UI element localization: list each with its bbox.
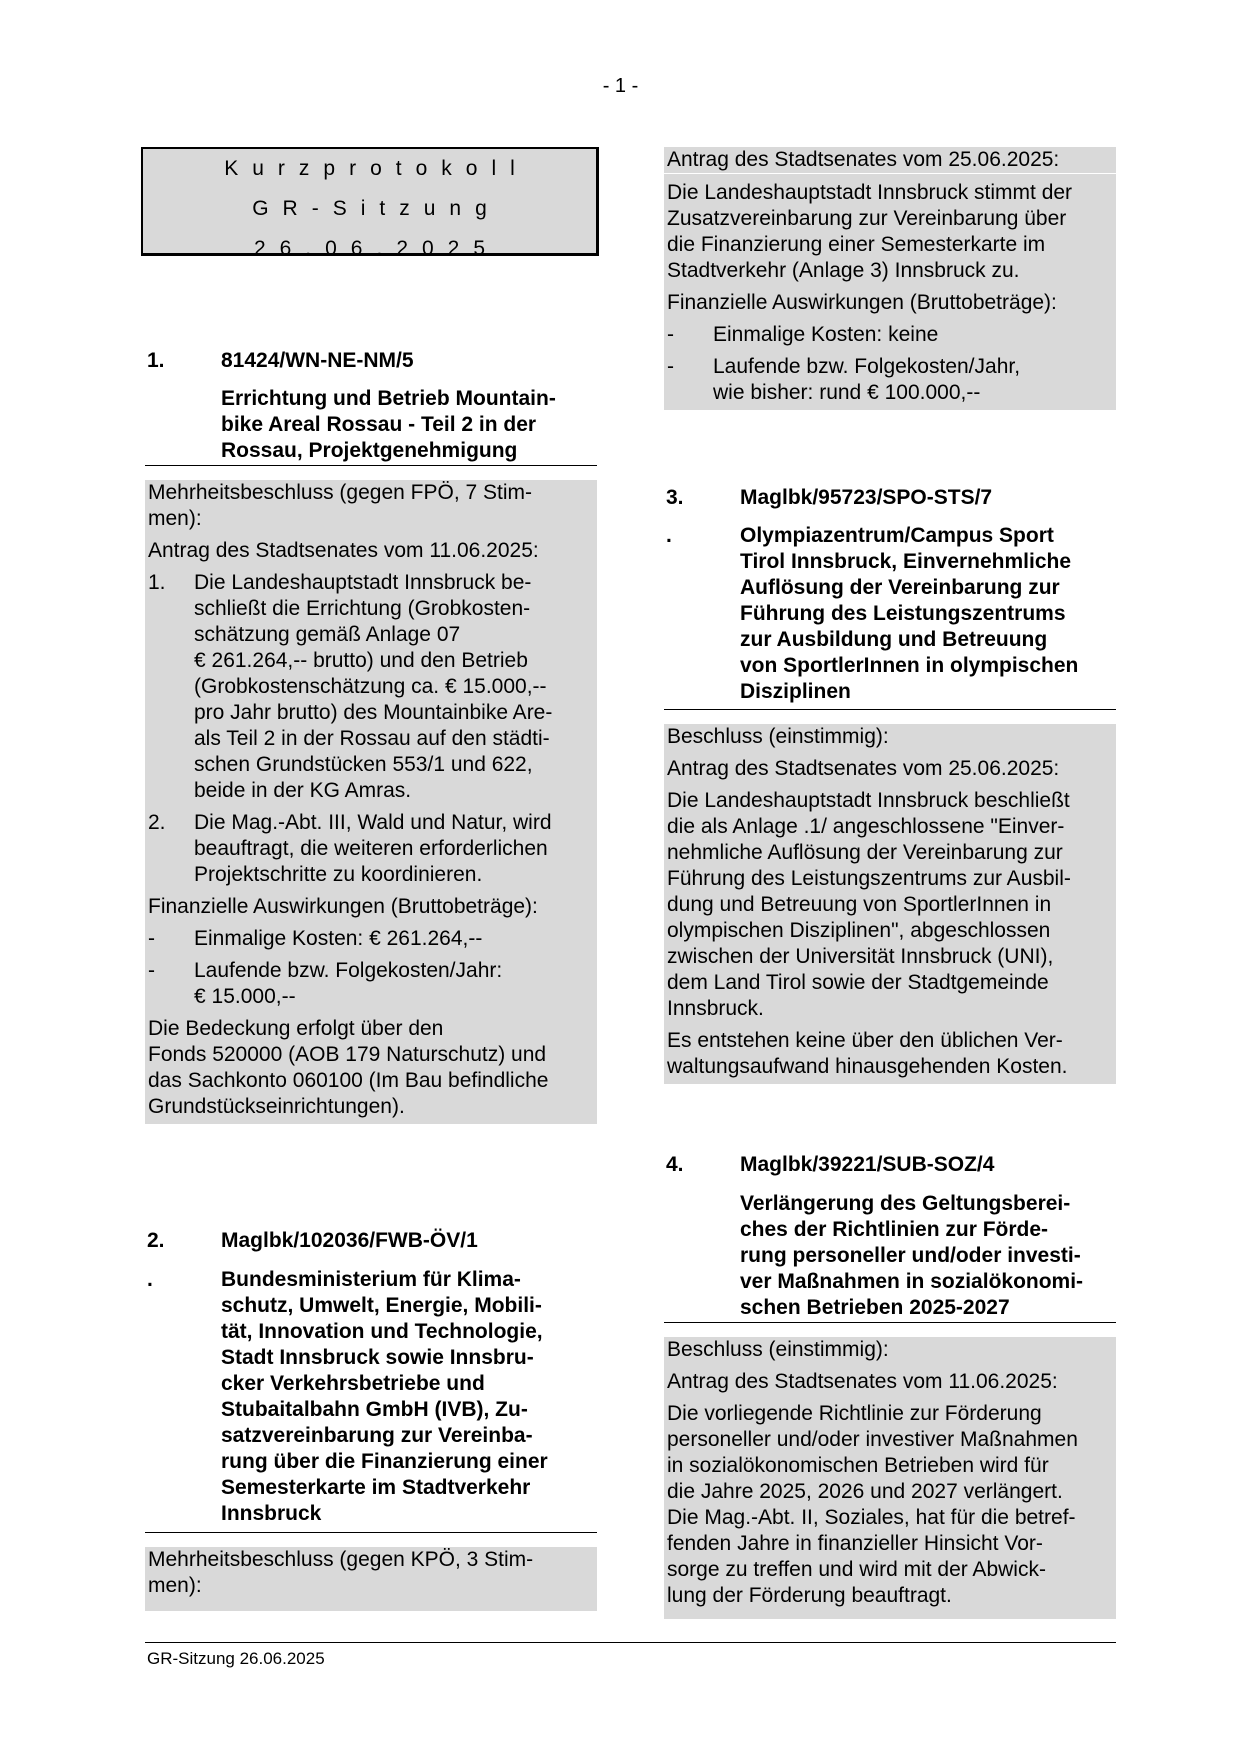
item-2-dot: . xyxy=(147,1268,153,1291)
title-line-session: GR-Sitzung xyxy=(252,197,501,220)
item-3-number: 3. xyxy=(666,486,684,509)
item-3-resolution xyxy=(664,782,1116,1022)
item-2-title-line: Bundesministerium für Klima- xyxy=(221,1268,521,1291)
text-line: schen Grundstücken 553/1 und 622, xyxy=(194,753,533,776)
text-line: wie bisher: rund € 100.000,-- xyxy=(713,381,981,404)
text-line: schätzung gemäß Anlage 07 xyxy=(194,623,461,646)
item-4-title xyxy=(740,1191,1118,1321)
text-line: Die Landeshauptstadt Innsbruck beschließt xyxy=(667,789,1070,812)
text-line: die Jahre 2025, 2026 und 2027 verlängert. xyxy=(667,1480,1063,1503)
item-4-resolution xyxy=(664,1395,1116,1619)
item-3-costs xyxy=(664,1022,1116,1084)
item-3-title-line: Tirol Innsbruck, Einvernehmliche xyxy=(740,550,1072,573)
text-line: Stadtverkehr (Anlage 3) Innsbruck zu. xyxy=(667,259,1020,282)
text-line: die Finanzierung einer Semesterkarte im xyxy=(667,233,1046,256)
text-line: Grundstückseinrichtungen). xyxy=(148,1095,405,1118)
text-line: das Sachkonto 060100 (Im Bau befindliche xyxy=(148,1069,549,1092)
item-3-dot: . xyxy=(666,524,672,547)
text-line: Die Landeshauptstadt Innsbruck be- xyxy=(194,571,532,594)
text-line: sorge zu treffen und wird mit der Abwick- xyxy=(667,1558,1046,1581)
text-line: Die vorliegende Richtlinie zur Förderung xyxy=(667,1402,1042,1425)
text-line: beide in der KG Amras. xyxy=(194,779,412,802)
item-4-decision: Beschluss (einstimmig): xyxy=(667,1338,889,1361)
item-4-title-line: ver Maßnahmen in sozialökonomi- xyxy=(740,1270,1084,1293)
item-3-title-line: zur Ausbildung und Betreuung xyxy=(740,628,1048,651)
text-line: die als Anlage .1/ angeschlossene "Einver- xyxy=(667,815,1065,838)
item-2-decision: Mehrheitsbeschluss (gegen KPÖ, 3 Stim- men): xyxy=(148,1548,534,1597)
item-1-finance-once xyxy=(145,920,597,952)
text-line: pro Jahr brutto) des Mountainbike Are- xyxy=(194,701,553,724)
item-1-point-2 xyxy=(145,804,597,888)
title-line-protocol: Kurzprotokoll xyxy=(224,157,529,180)
item-3-body xyxy=(664,724,1116,1084)
item-2-title-line: satzvereinbarung zur Vereinba- xyxy=(221,1424,533,1447)
list-marker: - xyxy=(667,323,674,346)
item-2-title-line: cker Verkehrsbetriebe und xyxy=(221,1372,485,1395)
item-1-finance-running xyxy=(145,952,597,1010)
item-3-title-line: Olympiazentrum/Campus Sport xyxy=(740,524,1054,547)
list-marker: 2. xyxy=(148,811,166,834)
item-3-title-line: Auflösung der Vereinbarung zur xyxy=(740,576,1060,599)
item-1-title-line: bike Areal Rossau - Teil 2 in der xyxy=(221,413,537,436)
text-line: dung und Betreuung von SportlerInnen in xyxy=(667,893,1052,916)
text-line: Die Bedeckung erfolgt über den xyxy=(148,1017,444,1040)
item-4-number: 4. xyxy=(666,1153,684,1176)
item-2-title xyxy=(147,1267,599,1527)
item-2-title-line: Stadt Innsbruck sowie Innsbru- xyxy=(221,1346,534,1369)
text-line: Einmalige Kosten: € 261.264,-- xyxy=(194,927,483,950)
text-line: Die Mag.-Abt. II, Soziales, hat für die betref- xyxy=(667,1506,1076,1529)
text-line: Die Landeshauptstadt Innsbruck stimmt der xyxy=(667,181,1073,204)
item-3-title-line: Führung des Leistungszentrums xyxy=(740,602,1066,625)
item-4-title-line: rung personeller und/oder investi- xyxy=(740,1244,1081,1267)
item-4-title-line: Verlängerung des Geltungsberei- xyxy=(740,1192,1071,1215)
list-marker: - xyxy=(148,927,155,950)
item-1-rule xyxy=(145,465,597,466)
item-4-code: Maglbk/39221/SUB-SOZ/4 xyxy=(740,1153,995,1176)
text-line: olympischen Disziplinen", abgeschlossen xyxy=(667,919,1051,942)
text-line: Projektschritte zu koordinieren. xyxy=(194,863,483,886)
item-2-title-line: rung über die Finanzierung einer xyxy=(221,1450,548,1473)
text-line: (Grobkostenschätzung ca. € 15.000,-- xyxy=(194,675,547,698)
text-line: Innsbruck. xyxy=(667,997,764,1020)
item-3-code: Maglbk/95723/SPO-STS/7 xyxy=(740,486,993,509)
title-box xyxy=(141,147,599,260)
item-2-title-line: Semesterkarte im Stadtverkehr xyxy=(221,1476,531,1499)
text-line: € 261.264,-- brutto) und den Betrieb xyxy=(194,649,528,672)
item-3-title xyxy=(666,523,1118,705)
item-2-title-line: Stubaitalbahn GmbH (IVB), Zu- xyxy=(221,1398,528,1421)
item-4-title-line: schen Betrieben 2025-2027 xyxy=(740,1296,1010,1319)
text-line: in sozialökonomischen Betrieben wird für xyxy=(667,1454,1049,1477)
item-3-decision: Beschluss (einstimmig): xyxy=(667,725,889,748)
item-1-point-1 xyxy=(145,564,597,804)
list-marker: - xyxy=(667,355,674,378)
item-2-body xyxy=(664,147,1116,410)
item-2-title-line: tät, Innovation und Technologie, xyxy=(221,1320,543,1343)
text-line: Laufende bzw. Folgekosten/Jahr: xyxy=(194,959,503,982)
text-line: Fonds 520000 (AOB 179 Naturschutz) und xyxy=(148,1043,547,1066)
item-3-title-line: Disziplinen xyxy=(740,680,851,703)
item-4-body xyxy=(664,1337,1116,1619)
item-3-motion: Antrag des Stadtsenates vom 25.06.2025: xyxy=(667,757,1060,780)
text-line: schließt die Errichtung (Grobkosten- xyxy=(194,597,531,620)
item-1-motion: Antrag des Stadtsenates vom 11.06.2025: xyxy=(148,539,539,562)
item-3-title-line: von SportlerInnen in olympischen xyxy=(740,654,1079,677)
text-line: dem Land Tirol sowie der Stadtgemeinde xyxy=(667,971,1049,994)
page-number: - 1 - xyxy=(602,75,639,97)
item-2-resolution xyxy=(664,174,1116,284)
item-2-number: 2. xyxy=(147,1229,165,1252)
list-marker: 1. xyxy=(148,571,166,594)
item-2-finance-title: Finanzielle Auswirkungen (Bruttobeträge): xyxy=(667,291,1057,314)
item-1-title xyxy=(221,386,599,464)
item-1-code: 81424/WN-NE-NM/5 xyxy=(221,349,414,372)
item-4-rule xyxy=(664,1322,1116,1323)
text-line: fenden Jahre in finanzieller Hinsicht Vor- xyxy=(667,1532,1043,1555)
text-line: zwischen der Universität Innsbruck (UNI), xyxy=(667,945,1054,968)
text-line: Es entstehen keine über den üblichen Ver- xyxy=(667,1029,1063,1052)
item-2-finance-once xyxy=(664,316,1116,348)
item-2-title-line: schutz, Umwelt, Energie, Mobili- xyxy=(221,1294,542,1317)
item-1-decision: Mehrheitsbeschluss (gegen FPÖ, 7 Stim- men): xyxy=(148,481,532,530)
item-2-decision-block xyxy=(145,1547,597,1611)
list-marker: - xyxy=(148,959,155,982)
item-2-title-line: Innsbruck xyxy=(221,1502,322,1525)
text-line: Zusatzvereinbarung zur Vereinbarung über xyxy=(667,207,1067,230)
text-line: Laufende bzw. Folgekosten/Jahr, xyxy=(713,355,1021,378)
item-1-number: 1. xyxy=(147,349,165,372)
text-line: nehmliche Auflösung der Vereinbarung zur xyxy=(667,841,1063,864)
item-1-body xyxy=(145,480,597,1124)
title-line-date: 26.06.2025 xyxy=(253,237,500,260)
item-1-coverage xyxy=(145,1010,597,1124)
footer-rule xyxy=(145,1642,1116,1643)
text-line: Führung des Leistungszentrums zur Ausbil- xyxy=(667,867,1071,890)
footer-text: GR-Sitzung 26.06.2025 xyxy=(147,1649,325,1668)
item-2-motion: Antrag des Stadtsenates vom 25.06.2025: xyxy=(667,148,1060,171)
item-4-title-line: ches der Richtlinien zur Förde- xyxy=(740,1218,1049,1241)
item-3-rule xyxy=(664,709,1116,710)
text-line: waltungsaufwand hinausgehenden Kosten. xyxy=(667,1055,1068,1078)
item-1-title-line: Errichtung und Betrieb Mountain- xyxy=(221,387,556,410)
item-1-title-line: Rossau, Projektgenehmigung xyxy=(221,439,518,462)
item-2-code: Maglbk/102036/FWB-ÖV/1 xyxy=(221,1229,478,1252)
text-line: € 15.000,-- xyxy=(194,985,296,1008)
text-line: als Teil 2 in der Rossau auf den städti- xyxy=(194,727,550,750)
item-2-finance-running xyxy=(664,348,1116,410)
item-1-finance-title: Finanzielle Auswirkungen (Bruttobeträge): xyxy=(148,895,538,918)
text-line: beauftragt, die weiteren erforderlichen xyxy=(194,837,548,860)
item-4-motion: Antrag des Stadtsenates vom 11.06.2025: xyxy=(667,1370,1058,1393)
text-line: personeller und/oder investiver Maßnahmen xyxy=(667,1428,1078,1451)
item-2-rule xyxy=(145,1532,597,1533)
text-line: Die Mag.-Abt. III, Wald und Natur, wird xyxy=(194,811,552,834)
text-line: lung der Förderung beauftragt. xyxy=(667,1584,952,1607)
text-line: Einmalige Kosten: keine xyxy=(713,323,939,346)
